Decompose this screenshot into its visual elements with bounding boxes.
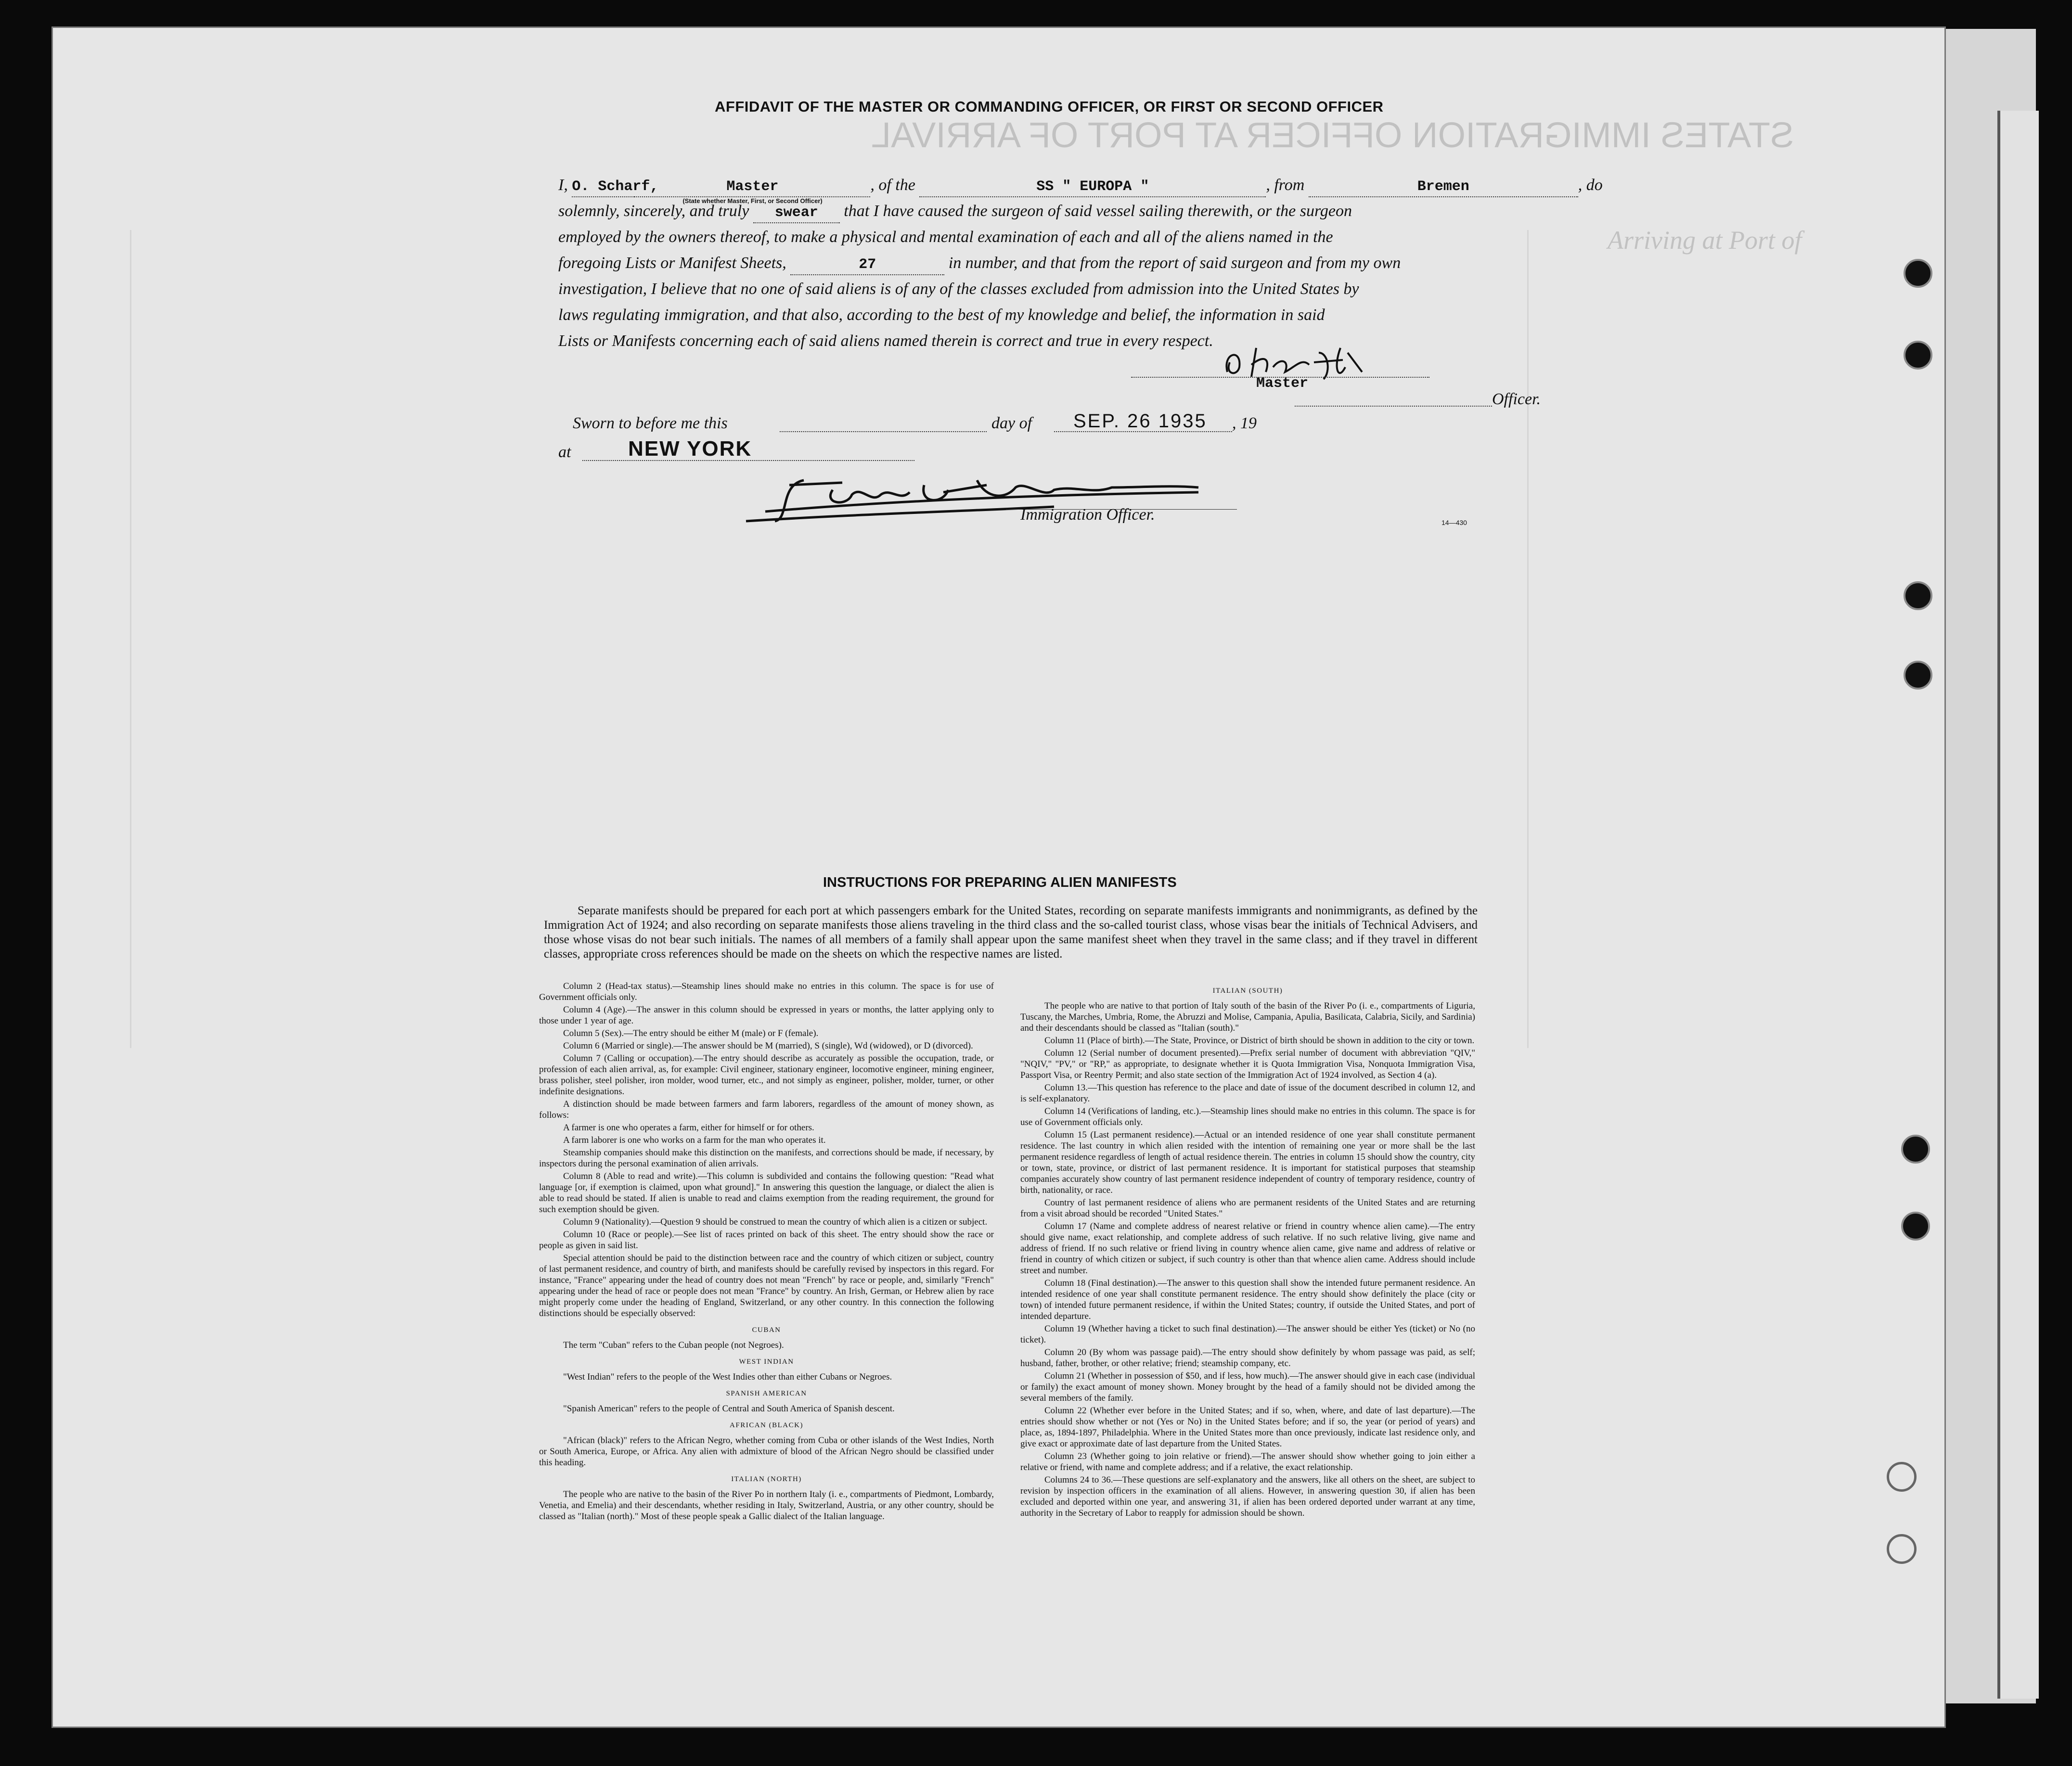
instruction-paragraph: Column 6 (Married or single).—The answer should be M (married), S (single), Wd (widowed), or D (divorced). [563,1041,973,1051]
instruction-paragraph: Special attention should be paid to the distinction between race and the country of which citizen or subject, country of last permanent residence, and country of birth, and manifests should be carefully revised by inspectors in this regard. For instance, "France" appearing under the head of country does not mean "French" by race or people, and, similarly "French" appearing under the head of race or people does not mean "France" by country. An Irish, German, or Hebrew alien by race might properly come under the heading of England, Switzerland, or any other country. In this connection the following distinctions should be especially observed: [539,1253,994,1318]
port-from-field: Bremen [1309,177,1578,197]
west-indian-heading: WEST INDIAN [739,1358,794,1366]
immigration-officer-signature [717,466,1295,528]
italian-south-heading: ITALIAN (SOUTH) [1212,987,1283,995]
binder-hole [1901,1212,1930,1241]
oath-field: swear [753,203,840,223]
instruction-paragraph: The people who are native to that portion of Italy south of the basin of the River Po (i. e., compartments of Liguria, Tuscany, the Marches, Umbria, Rome, the Abruzzi and Molise, Campania, Apulia, Basilicata, Calabria, Sicily, and Sardinia) and their descendants should be classed as "Italian (south)." [1020,1001,1475,1033]
master-signature [1218,338,1420,386]
bleed-through-text: STATES IMMIGRATION OFFICER AT PORT OF ARRIVAL [871,115,1794,155]
vessel-field: SS " EUROPA " [919,177,1266,197]
affidavit-line-3: employed by the owners thereof, to make a physical and mental examination of each and all of the aliens named in the [558,228,1333,246]
affidavit-line-1: I, O. Scharf, Master (State whether Master, First, or Second Officer) , of the SS " EUROPA " , from Bremen , do [558,172,1603,198]
italian-north-heading: ITALIAN (NORTH) [731,1475,802,1483]
officer-label: Officer. [1492,390,1541,408]
rank-note: (State whether Master, First, or Second Officer) [682,197,823,205]
instruction-paragraph: Column 8 (Able to read and write).—This column is subdivided and contains the following question: "Read what language [or, if exemption is claimed, upon what ground]." In answering this question the language, or dialect the alien is able to read should be stated. If alien is unable to read and claims exemption from the reading requirement, the ground for such exemption should be given. [539,1171,994,1215]
instruction-paragraph: Column 22 (Whether ever before in the United States; and if so, when, where, and date of last departure).—The entries should show whether or not (Yes or No) in the United States before; and if so, the year (or period of years) and place, as, 1894-1897, Philadelphia. Where in the United States more than once previously, indicate last residence only, and give exact or approximate date of last departure from the United States. [1020,1406,1475,1449]
instruction-paragraph: Column 7 (Calling or occupation).—The entry should describe as accurately as possible the occupation, trade, or profession of each alien arrival, as, for example: Civil engineer, stationary engineer, locomotive engineer, mining engineer, brass polisher, steel polisher, iron molder, wood turner, etc., and not simply as engineer, polisher, molder, turner, or other indefinite designations. [539,1053,994,1097]
instruction-paragraph: Column 12 (Serial number of document presented).—Prefix serial number of document with abbreviation "QIV," "NQIV," "PV," or "RP," as appropriate, to designate whether it is Quota Immigration Visa, Nonquota Immigration Visa, Passport Visa, or Reentry Permit; and also state section of the Immigration Act of 1924 involved, as Section 4 (a). [1020,1048,1475,1080]
instruction-paragraph: Column 18 (Final destination).—The answer to this question shall show the intended future permanent residence. An intended residence of one year shall constitute permanent residence. The entry should show definitely the place (city or town) of intended future permanent residence, if within the United States; country, if outside the United States, and port of intended departure. [1020,1278,1475,1321]
cuban-heading: CUBAN [752,1326,781,1334]
instruction-paragraph: The people who are native to the basin of the River Po in northern Italy (i. e., compartments of Piedmont, Lombardy, Venetia, and Emelia) and their descendants, whether residing in Italy, Switzerland, Austria, or any other country, should be classed as "Italian (north)." Most of these people speak a Gallic dialect of the Italian language. [539,1489,994,1522]
background-page-edge [1997,111,2039,1699]
instruction-paragraph: Column 11 (Place of birth).—The State, Province, or District of birth should be shown in addition to the city or town. [1044,1036,1475,1046]
binder-hole [1887,1534,1917,1564]
instruction-paragraph: A distinction should be made between farmers and farm laborers, regardless of the amount of money shown, as follows: [539,1099,994,1120]
instruction-paragraph: "African (black)" refers to the African Negro, whether coming from Cuba or other islands of the West Indies, North or South America, Europe, or Africa. Any alien with admixture of blood of the African Negro should be classified under this heading. [539,1435,994,1468]
day-label: day of [991,414,1032,432]
sworn-label: Sworn to before me this [573,414,728,432]
affidavit-line-7: Lists or Manifests concerning each of said aliens named therein is correct and true in every respect. [558,332,1213,350]
instruction-paragraph: Column 21 (Whether in possession of $50, and if less, how much).—The answer should give in each case (individual or family) the exact amount of money shown. Money brought by the head of a family should not be divided among the several members of the family. [1020,1371,1475,1403]
instruction-paragraph: "Spanish American" refers to the people of Central and South America of Spanish descent. [563,1404,895,1414]
instruction-paragraph: Column 14 (Verifications of landing, etc.).—Steamship lines should make no entries in this column. The space is for use of Government officials only. [1020,1106,1475,1127]
instruction-paragraph: The term "Cuban" refers to the Cuban people (not Negroes). [563,1340,784,1350]
instruction-paragraph: "West Indian" refers to the people of the West Indies other than either Cubans or Negroes. [563,1372,892,1382]
instruction-paragraph: Columns 24 to 36.—These questions are self-explanatory and the answers, like all others on the sheet, are subject to revision by inspection officers in the examination of all aliens. However, in answering question 30, if alien has been excluded and deported within one year, and answering 31, if alien has been ordered deported under warrant at any time, authority in the Secretary of Labor to reapply for admission should be shown. [1020,1475,1475,1518]
instruction-paragraph: Column 20 (By whom was passage paid).—The entry should show definitely by whom passage was paid, as self; husband, father, brother, or other relative; friend; steamship company, etc. [1020,1347,1475,1369]
immigration-officer-label: Immigration Officer. [1020,506,1155,524]
affidavit-line-6: laws regulating immigration, and that also, according to the best of my knowledge and belief, the information in said [558,306,1325,324]
african-heading: AFRICAN (BLACK) [730,1421,803,1429]
place-stamp: NEW YORK [628,437,752,461]
affidavit-line-4: foregoing Lists or Manifest Sheets, 27 in number, and that from the report of said surgeon and from my own [558,250,1401,276]
sworn-day-line [780,431,987,432]
instruction-paragraph: Column 4 (Age).—The answer in this column should be expressed in years or months, the latter applying only to those under 1 year of age. [539,1005,994,1026]
instruction-paragraph: A farm laborer is one who works on a farm for the man who operates it. [563,1135,826,1145]
manifest-sheet [53,28,1944,1727]
at-label: at [558,443,571,461]
form-number: 14—430 [1441,519,1467,526]
instruction-paragraph: Column 2 (Head-tax status).—Steamship lines should make no entries in this column. The space is for use of Government officials only. [539,981,994,1002]
officer-rank-field: Master (State whether Master, First, or Second Officer) [634,177,870,197]
sheet-count-field: 27 [790,255,944,275]
officer-line [1295,406,1492,407]
instruction-paragraph: Column 9 (Nationality).—Question 9 should be construed to mean the country of which alien is a citizen or subject. [563,1217,988,1227]
instruction-paragraph: Column 10 (Race or people).—See list of races printed on back of this sheet. The entry should show the race or people as given in said list. [539,1229,994,1251]
signature-rank: Master [1256,375,1309,392]
instruction-paragraph: Country of last permanent residence of aliens who are permanent residents of the United States and are returning from a visit abroad should be recorded "United States." [1020,1198,1475,1219]
instruction-paragraph: Column 5 (Sex).—The entry should be either M (male) or F (female). [563,1028,819,1038]
binder-hole [1904,581,1932,610]
instructions-left-column [539,981,994,1523]
binder-hole [1904,661,1932,690]
instruction-paragraph: Steamship companies should make this distinction on the manifests, and corrections should be made, if necessary, by inspectors during the personal examination of alien arrivals. [539,1148,994,1169]
instruction-paragraph: Column 17 (Name and complete address of nearest relative or friend in country whence alien came).—The entry should give name, exact relationship, and complete address of such relative. If no such relative living, give name and address of friend. If no such relative or friend living in country whence alien came, give name and address of relative or friend in country of which citizen or subject, if such country is other than that whence alien came. Address should include street and number. [1020,1221,1475,1276]
instruction-paragraph: Column 13.—This question has reference to the place and date of issue of the document described in column 12, and is self-explanatory. [1020,1083,1475,1104]
year-label: , 19 [1232,414,1257,432]
instruction-paragraph: A farmer is one who operates a farm, either for himself or for others. [563,1123,814,1133]
affidavit-line-5: investigation, I believe that no one of said aliens is of any of the classes excluded from admission into the United States by [558,280,1359,298]
affidavit-title: AFFIDAVIT OF THE MASTER OR COMMANDING OFFICER, OR FIRST OR SECOND OFFICER [715,98,1384,115]
instruction-paragraph: Column 19 (Whether having a ticket to such final destination).—The answer should be either Yes (ticket) or No (no ticket). [1020,1324,1475,1345]
binder-hole [1901,1135,1930,1164]
binder-hole [1904,341,1932,370]
instruction-paragraph: Column 23 (Whether going to join relative or friend).—The answer should show whether going to join either a relative or friend, with name and complete address; and if a relative, the exact relationship. [1020,1451,1475,1472]
date-stamp: SEP. 26 1935 [1073,410,1207,432]
bleed-through-text: Arriving at Port of [1608,226,1802,255]
instructions-intro: Separate manifests should be prepared for each port at which passengers embark for the United States, recording on separate manifests immigrants and nonimmigrants, as defined by the Immigration Act of 1924; and also recording on separate manifests those aliens traveling in the third class and the so-called tourist class, whose visas bear the initials of Technical Advisers, and those whose visas do not bear such initials. The names of all members of a family shall appear upon the same manifest sheet when they travel in the same class; and if they travel in different classes, appropriate cross references should be made on the sheets on which the respective names are listed. [544,904,1478,960]
instructions-right-column [1020,985,1475,1520]
binder-hole [1887,1462,1917,1492]
instructions-title: INSTRUCTIONS FOR PREPARING ALIEN MANIFESTS [823,875,1177,890]
officer-name-field: O. Scharf, [572,177,634,197]
binder-hole [1904,259,1932,288]
spanish-american-heading: SPANISH AMERICAN [726,1390,807,1397]
instruction-paragraph: Column 15 (Last permanent residence).—Actual or an intended residence of one year shall constitute permanent residence. The last country in which alien resided with the intention of remaining one year or more shall be the last permanent residence regardless of length of actual residence therein. The entries in column 15 should show the country, city or town, state, province, or district of last permanent residence. It is important for statistical purposes that steamship companies accurately show country of last permanent residence independent of country of temporary residence, country of birth, nationality, or race. [1020,1130,1475,1195]
affidavit-line-2: solemnly, sincerely, and truly swear that I have caused the surgeon of said vessel sailing therewith, or the surgeon [558,198,1352,224]
